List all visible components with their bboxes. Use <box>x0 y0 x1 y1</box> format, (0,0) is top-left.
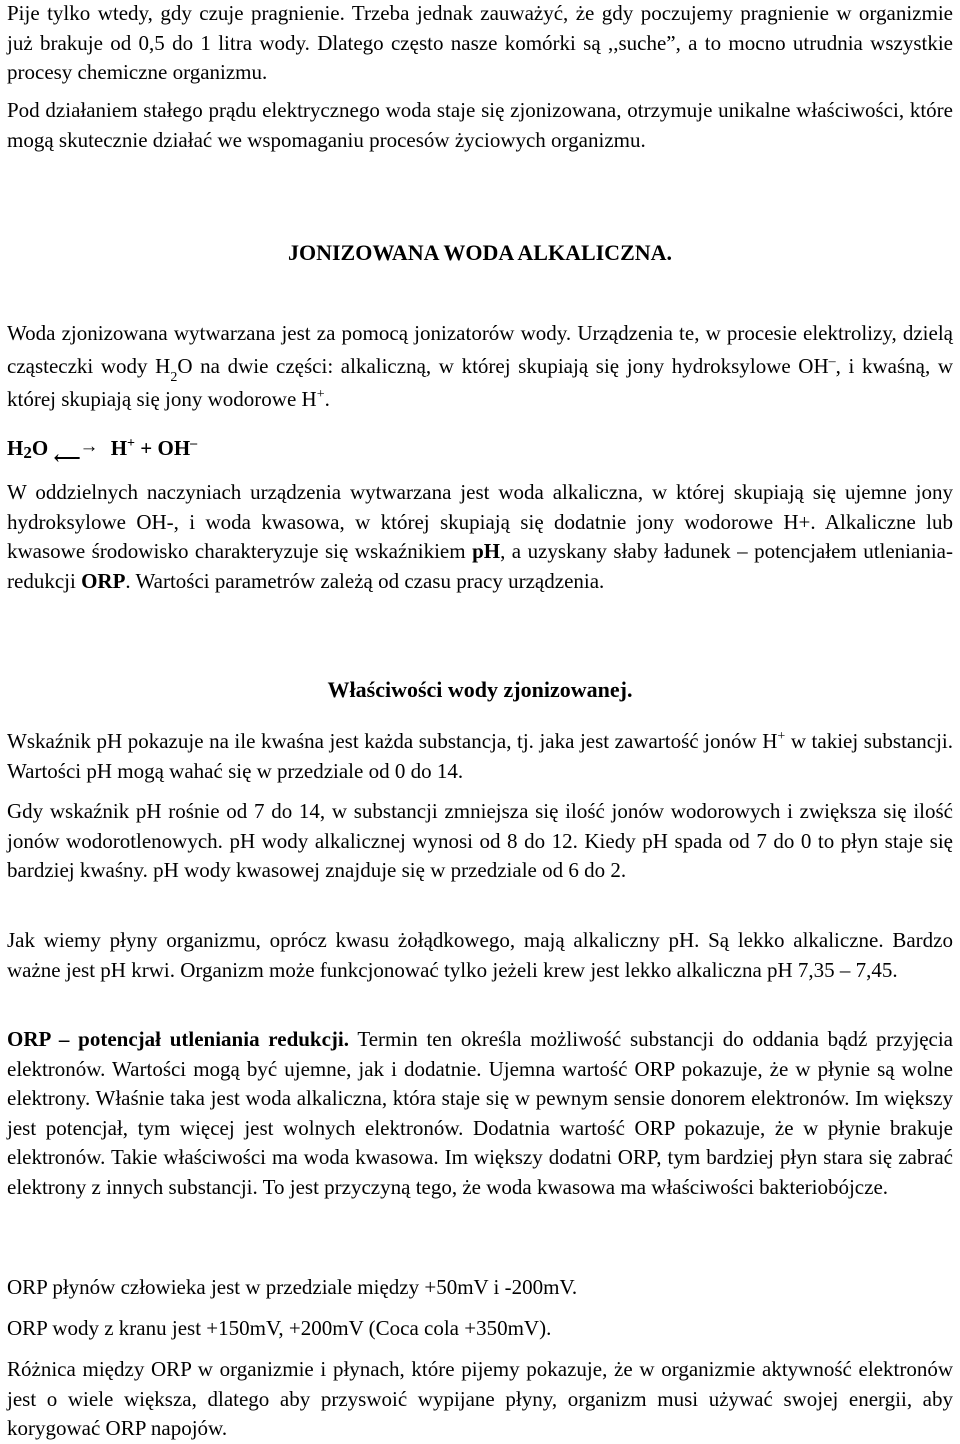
p5-text-a: Wskaźnik pH pokazuje na ile kwaśna jest każda substancja, tj. jaka jest zawartość jonów H <box>7 729 778 753</box>
p3-sup-minus: – <box>828 354 836 369</box>
p4-text-a: W oddzielnych naczyniach urządzenia wytwarzana jest woda alkaliczna, w której skupiają się ujemne jony hydroksylowe OH-, i woda kwasowa, w której skupiają się dodatnie jony wodorowe H+. Alkaliczne lub kwasowe środowisko charakteryzuje się wskaźnikiem <box>7 480 953 563</box>
paragraph-5 <box>7 727 953 786</box>
paragraph-8 <box>7 1025 953 1202</box>
p4-text-b: , a uzyskany słaby ładunek – potencjałem utleniania-redukcji <box>7 539 953 593</box>
paragraph-11: Różnica między ORP w organizmie i płynach, które pijemy pokazuje, że w organizmie aktywność elektronów jest o wiele większa, dlatego aby przyswoić wypijane płyny, organizm musi używać swojej energii, aby korygować ORP napojów. <box>7 1357 953 1440</box>
paragraph-3 <box>7 317 953 416</box>
p4-orp: ORP <box>81 568 126 593</box>
eq-h2: H <box>110 436 128 460</box>
arrow-right-icon: → <box>79 436 99 458</box>
p4-ph: pH <box>472 539 501 563</box>
p5-sup-plus: + <box>777 729 786 744</box>
p3-text-c: , i kwaśną, w której skupiają się jony wodorowe H <box>7 354 953 411</box>
equilibrium-arrow-icon <box>53 436 105 470</box>
eq-h: H <box>7 436 24 460</box>
p3-text-b: O na dwie części: alkaliczną, w której skupiają się jony hydroksylowe OH <box>177 354 829 378</box>
p8-text: Termin ten określa możliwość substancji do oddania bądź przyjęcia elektronów. Wartości mogą być ujemne, jak i dodatnie. Ujemna wartość ORP pokazuje, że w płynie są wolne elektrony. Właśnie taka jest woda alkaliczna, która staje się w pewnym sensie donorem elektronów. Im większy jest potencjał, tym więcej jest wolnych elektronów. Dodatnia wartość ORP pokazuje, że w płynie brakuje elektronów. Takie właściwości ma woda kwasowa. Im większy dodatni ORP, tym bardziej płyn stara się zabrać elektrony z innych substancji. To jest przyczyną tego, że woda kwasowa ma właściwości bakteriobójcze. <box>7 1027 953 1199</box>
paragraph-4 <box>7 478 953 596</box>
eq-sub-2: 2 <box>23 443 32 462</box>
p3-sub-2: 2 <box>170 370 178 386</box>
eq-o: O <box>31 436 49 460</box>
paragraph-7: Jak wiemy płyny organizmu, oprócz kwasu żołądkowego, mają alkaliczny pH. Są lekko alkaliczne. Bardzo ważne jest pH krwi. Organizm może funkcjonować tylko jeżeli krew jest lekko alkaliczna pH 7,35 – 7,45. <box>7 928 953 982</box>
arrow-left-icon: ⟵ <box>53 448 81 470</box>
heading-wlasciwosci: Właściwości wody zjonizowanej. <box>327 677 633 702</box>
paragraph-9: ORP płynów człowieka jest w przedziale między +50mV i -200mV. <box>7 1275 578 1299</box>
eq-sup-plus: + <box>127 436 136 451</box>
heading-jonizowana-woda: JONIZOWANA WODA ALKALICZNA. <box>287 240 673 265</box>
p5-text-b: w takiej substancji. Wartości pH mogą wahać się w przedziale od 0 do 14. <box>7 729 953 783</box>
eq-plus-oh: + OH <box>135 436 191 460</box>
paragraph-2: Pod działaniem stałego prądu elektrycznego woda staje się zjonizowana, otrzymuje unikalne właściwości, które mogą skutecznie działać we wspomaganiu procesów życiowych organizmu. <box>7 98 953 152</box>
paragraph-6: Gdy wskaźnik pH rośnie od 7 do 14, w substancji zmniejsza się ilość jonów wodorowych i zwiększa się ilość jonów wodorotlenowych. pH wody alkalicznej wynosi od 8 do 12. Kiedy pH spada od 7 do 0 to płyn staje się bardziej kwaśny. pH wody kwasowej znajduje się w przedziale od 6 do 2. <box>7 799 953 882</box>
paragraph-1: Pije tylko wtedy, gdy czuje pragnienie. Trzeba jednak zauważyć, że gdy poczujemy pragnienie w organizmie już brakuje od 0,5 do 1 litra wody. Dlatego często nasze komórki są ,,suche”, a to mocno utrudnia wszystkie procesy chemiczne organizmu. <box>7 1 953 84</box>
dissociation-equation <box>7 433 198 470</box>
p3-sup-plus: + <box>316 387 325 402</box>
p3-text-a: Woda zjonizowana wytwarzana jest za pomocą jonizatorów wody. Urządzenia te, w procesie elektrolizy, dzielą cząsteczki wody H <box>7 321 953 378</box>
paragraph-10: ORP wody z kranu jest +150mV, +200mV (Coca cola +350mV). <box>7 1316 552 1340</box>
p3-text-d: . <box>324 387 330 411</box>
p4-text-c: . Wartości parametrów zależą od czasu pracy urządzenia. <box>125 568 605 593</box>
eq-sup-minus: – <box>190 436 198 451</box>
p8-orp-term: ORP – potencjał utleniania redukcji. <box>7 1027 350 1051</box>
